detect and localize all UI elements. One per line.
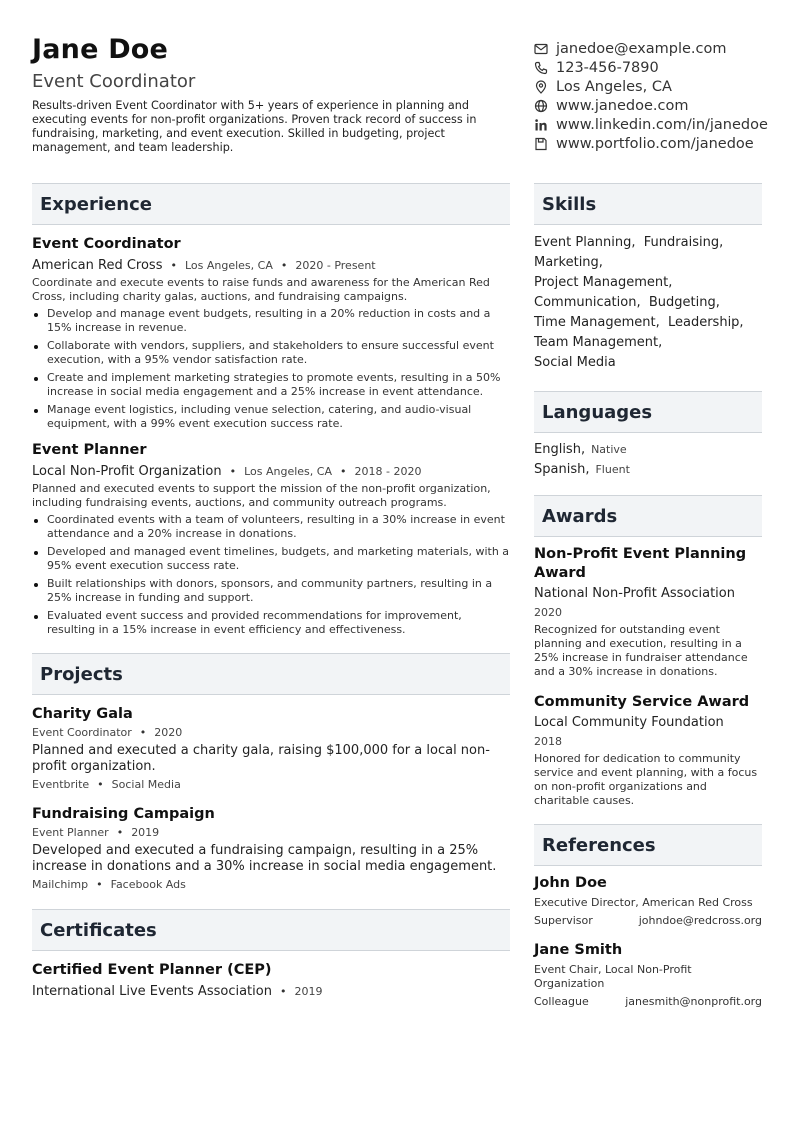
project-tags [32,878,510,891]
award-description: Honored for dedication to community service and event planning, with a focus on non-profit organizations and charitable causes. [534,752,758,807]
reference-email[interactable]: johndoe@redcross.org [638,914,762,927]
bullet-item: Evaluated event success and provided recommendations for improvement, resulting in a 15% increase in event efficiency and effectiveness. [32,609,510,637]
project-role: Event Coordinator [32,726,132,739]
award-title: Non-Profit Event Planning Award [534,546,747,581]
reference-title: Executive Director, American Red Cross [534,896,753,909]
reference-relation: Colleague [534,995,589,1008]
award-org: National Non-Profit Association [534,586,735,601]
reference-relation: Supervisor [534,914,593,927]
separator-dot: • [97,778,104,791]
reference-name: John Doe [534,875,607,891]
projects-heading: Projects [32,653,510,695]
reference-item [534,941,762,1008]
project-tag: Eventbrite [32,778,90,791]
main-column [32,183,510,1000]
skill-item: Leadership, [667,315,744,330]
award-description: Recognized for outstanding event planning and execution, resulting in a 25% increase in fundraiser attendance and a 30% increase in donations. [534,623,748,678]
job-org: American Red Cross [32,258,163,273]
experience-heading: Experience [32,183,510,225]
reference-item [534,874,762,927]
separator-dot: • [279,985,287,998]
bullet-item: Developed and managed event timelines, budgets, and marketing materials, with a 95% event execution success rate. [32,545,510,573]
certificates-heading: Certificates [32,909,510,951]
mail-icon [534,42,548,56]
phone-text: 123-456-7890 [556,59,659,76]
project-year: 2020 [154,726,183,739]
project-title: Fundraising Campaign [32,806,215,822]
separator-dot: • [116,826,124,839]
bullet-item: Create and implement marketing strategies to promote events, resulting in a 50% increase in social media engagement and a 25% increase in event attendance. [32,371,510,399]
separator-dot: • [280,259,288,272]
reference-name: Jane Smith [534,942,623,958]
project-tag: Facebook Ads [110,878,186,891]
person-name: Jane Doe [32,34,169,65]
email-text: janedoe@example.com [556,40,727,57]
reference-contact [534,914,762,927]
globe-icon [534,99,548,113]
skill-item: Event Planning, [534,235,636,250]
project-description: Developed and executed a fundraising campaign, resulting in a 25% increase in donations and a 30% increase in social media engagement. [32,843,497,874]
job-dates: 2018 - 2020 [354,465,422,478]
certificate-item [32,961,510,1000]
job-title: Event Planner [32,442,147,458]
project-description: Planned and executed a charity gala, raising $100,000 for a local non-profit organization. [32,743,490,774]
languages-heading: Languages [534,391,762,433]
job-org: Local Non-Profit Organization [32,464,222,479]
bullet-item: Collaborate with vendors, suppliers, and stakeholders to ensure successful event execution, with a 95% vendor satisfaction rate. [32,339,510,367]
portfolio-text: www.portfolio.com/janedoe [556,135,754,152]
project-tags [32,778,510,791]
separator-dot: • [139,726,147,739]
project-title: Charity Gala [32,706,133,722]
experience-item [32,235,510,431]
bullet-item: Built relationships with donors, sponsors, and community partners, resulting in a 25% increase in funding and support. [32,577,510,605]
languages-list [534,440,762,480]
skills-heading: Skills [534,183,762,225]
side-column [534,183,762,1008]
award-item [534,693,762,808]
skill-item: Budgeting, [648,295,720,310]
phone-icon [534,61,548,75]
certificate-title: Certified Event Planner (CEP) [32,962,272,978]
skill-item: Time Management, [534,315,660,330]
separator-dot: • [340,465,347,478]
location-pin-icon [534,80,548,94]
separator-dot: • [229,465,237,478]
award-org: Local Community Foundation [534,715,724,730]
project-tag: Mailchimp [32,878,89,891]
project-item [32,705,510,791]
contact-phone[interactable] [534,58,794,77]
language-name: English, [534,442,586,457]
certificate-year: 2019 [294,985,323,998]
bullet-item: Coordinated events with a team of volunteers, resulting in a 30% increase in event attendance and a 20% increase in donations. [32,513,510,541]
summary-text: Results-driven Event Coordinator with 5+ years of experience in planning and executing events for non-profit organizations. Proven track record of success in fundraising, marketing, and event execution. Skilled in budgeting, project management, and team leadership. [32,99,477,154]
separator-dot: • [96,878,103,891]
project-tag: Social Media [111,778,181,791]
skill-item: Communication, [534,295,641,310]
references-heading: References [534,824,762,866]
job-dates: 2020 - Present [295,259,376,272]
language-item [534,460,762,480]
language-item [534,440,762,460]
website-text: www.janedoe.com [556,97,689,114]
job-location: Los Angeles, CA [244,465,332,478]
project-year: 2019 [131,826,160,839]
award-year: 2020 [534,606,562,619]
project-item [32,805,510,891]
skill-item: Social Media [534,355,616,370]
location-text: Los Angeles, CA [556,78,672,95]
job-meta [32,463,510,480]
skill-item: Project Management, [534,275,673,290]
linkedin-text: www.linkedin.com/in/janedoe [556,116,768,133]
bullet-item: Manage event logistics, including venue selection, catering, and audio-visual equipment, with a 99% event execution success rate. [32,403,510,431]
experience-item [32,441,510,637]
contact-location [534,77,794,96]
job-title: Event Coordinator [32,236,181,252]
language-name: Spanish, [534,462,590,477]
contact-email[interactable] [534,39,794,58]
project-meta [32,826,510,839]
project-role: Event Planner [32,826,109,839]
linkedin-icon [534,118,548,132]
bullet-item: Develop and manage event budgets, resulting in a 20% reduction in costs and a 15% increase in revenue. [32,307,510,335]
project-meta [32,726,510,739]
contact-list [534,39,794,153]
skill-item: Marketing, [534,255,603,270]
reference-email[interactable]: janesmith@nonprofit.org [625,995,762,1008]
separator-dot: • [170,259,177,272]
skill-item: Team Management, [534,335,663,350]
contact-linkedin[interactable] [534,115,794,134]
skill-item: Fundraising, [643,235,724,250]
contact-portfolio[interactable] [534,134,794,153]
job-meta [32,257,510,274]
job-location: Los Angeles, CA [184,259,273,272]
certificate-issuer: International Live Events Association [32,984,272,999]
job-bullets [32,307,510,431]
awards-heading: Awards [534,495,762,537]
award-year: 2018 [534,735,562,748]
job-description: Coordinate and execute events to raise funds and awareness for the American Red Cross, including charity galas, auctions, and fundraising campaigns. [32,276,490,303]
certificate-meta [32,983,510,1000]
portfolio-icon [534,137,548,151]
job-description: Planned and executed events to support the mission of the non-profit organization, including fundraising events, auctions, and community outreach programs. [32,482,491,509]
award-item [534,545,762,679]
contact-website[interactable] [534,96,794,115]
job-bullets [32,513,510,637]
reference-title: Event Chair, Local Non-Profit Organization [534,963,692,990]
language-level: Native [591,443,627,456]
resume-header [32,34,502,155]
reference-contact [534,995,762,1008]
skills-list [534,233,762,373]
award-title: Community Service Award [534,694,750,710]
language-level: Fluent [595,463,630,476]
person-role: Event Coordinator [32,71,196,92]
